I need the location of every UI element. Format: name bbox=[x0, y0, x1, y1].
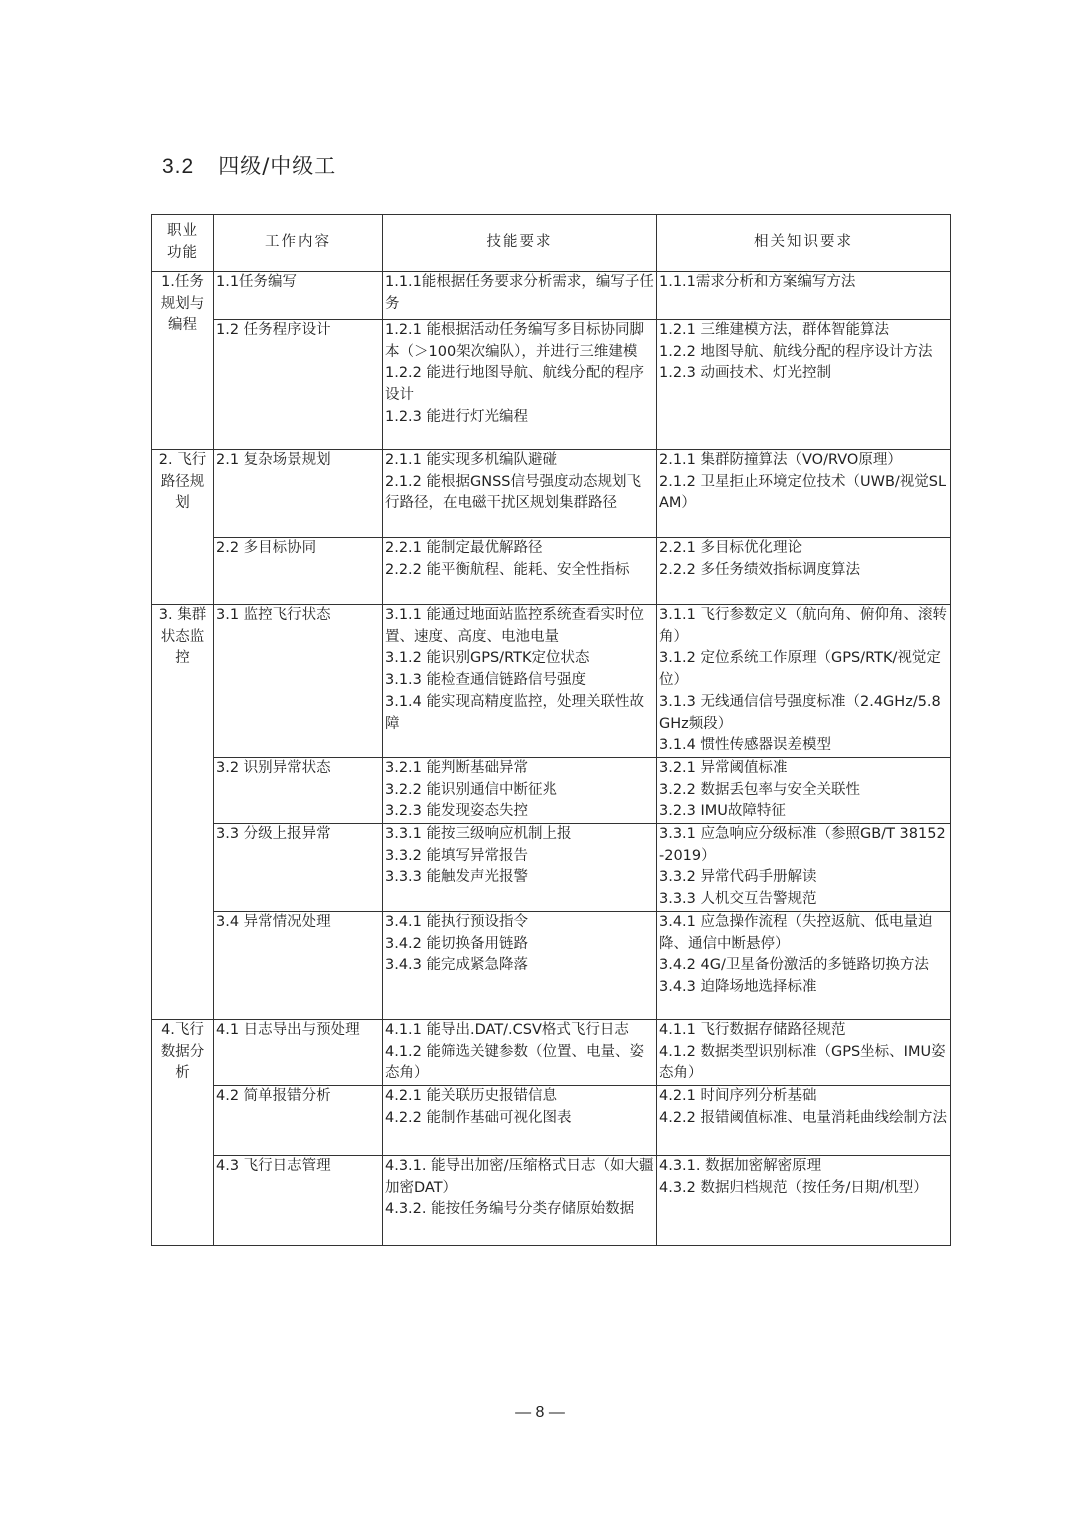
knowledge-item: 3.1.3 无线通信信号强度标准（2.4GHz/5.8GHz频段） bbox=[659, 693, 941, 732]
knowledge-item: 3.1.2 定位系统工作原理（GPS/RTK/视觉定位） bbox=[659, 650, 941, 689]
knowledge-requirements-cell bbox=[657, 911, 951, 1019]
section-title bbox=[162, 150, 336, 180]
skill-item: 4.2.1 能关联历史报错信息 bbox=[385, 1087, 558, 1104]
skill-item: 2.2.2 能平衡航程、能耗、安全性指标 bbox=[385, 561, 630, 578]
skill-item: 1.2.2 能进行地图导航、航线分配的程序设计 bbox=[385, 365, 645, 404]
work-content-cell: 4.3 飞行日志管理 bbox=[214, 1155, 383, 1245]
knowledge-requirements-cell bbox=[657, 605, 951, 758]
table-row bbox=[152, 824, 951, 912]
table-row bbox=[152, 605, 951, 758]
skill-item: 2.1.1 能实现多机编队避碰 bbox=[385, 452, 558, 468]
knowledge-item: 4.3.2 数据归档规范（按任务/日期/机型） bbox=[659, 1179, 928, 1196]
table-body bbox=[152, 272, 951, 1246]
header-function: 职业 功能 bbox=[152, 215, 214, 272]
table-row bbox=[152, 320, 951, 450]
work-content-cell: 2.1 复杂场景规划 bbox=[214, 450, 383, 538]
knowledge-item: 3.4.3 迫降场地选择标准 bbox=[659, 978, 817, 995]
knowledge-requirements-cell bbox=[657, 1155, 951, 1245]
table-row bbox=[152, 1085, 951, 1155]
work-content-cell: 3.1 监控飞行状态 bbox=[214, 605, 383, 758]
table-row bbox=[152, 757, 951, 823]
skill-requirements-cell bbox=[383, 605, 657, 758]
header-knowledge: 相关知识要求 bbox=[657, 215, 951, 272]
knowledge-item: 4.3.1. 数据加密解密原理 bbox=[659, 1157, 822, 1174]
knowledge-item: 4.1.1 飞行数据存储路径规范 bbox=[659, 1021, 846, 1038]
knowledge-requirements-cell bbox=[657, 272, 951, 320]
skill-item: 4.1.2 能筛选关键参数（位置、电量、姿态角） bbox=[385, 1043, 645, 1082]
skill-item: 3.1.3 能检查通信链路信号强度 bbox=[385, 672, 587, 689]
knowledge-item: 3.1.1 飞行参数定义（航向角、俯仰角、滚转角） bbox=[659, 607, 948, 645]
skill-item: 4.3.2. 能按任务编号分类存储原始数据 bbox=[385, 1201, 635, 1218]
skill-requirements-cell bbox=[383, 1085, 657, 1155]
skill-requirements-cell bbox=[383, 450, 657, 538]
knowledge-item: 3.3.3 人机交互告警规范 bbox=[659, 891, 817, 908]
skill-item: 3.2.1 能判断基础异常 bbox=[385, 759, 529, 776]
skill-item: 4.3.1. 能导出加密/压缩格式日志（如大疆加密DAT） bbox=[385, 1157, 654, 1196]
knowledge-requirements-cell bbox=[657, 320, 951, 450]
skill-item: 1.2.1 能根据活动任务编写多目标协同脚本（＞100架次编队），并进行三维建模 bbox=[385, 322, 645, 360]
skill-item: 1.2.3 能进行灯光编程 bbox=[385, 408, 529, 425]
skill-requirements-cell bbox=[383, 1155, 657, 1245]
knowledge-item: 2.1.1 集群防撞算法（VO/RVO原理） bbox=[659, 452, 902, 468]
section-number: 3.2 bbox=[162, 155, 195, 178]
skills-requirements-table bbox=[151, 214, 951, 1246]
knowledge-requirements-cell bbox=[657, 1019, 951, 1085]
work-content-cell: 1.2 任务程序设计 bbox=[214, 320, 383, 450]
skill-item: 2.2.1 能制定最优解路径 bbox=[385, 540, 543, 556]
table-row bbox=[152, 272, 951, 320]
knowledge-item: 2.1.2 卫星拒止环境定位技术（UWB/视觉SLAM） bbox=[659, 473, 947, 512]
skill-item: 3.3.3 能触发声光报警 bbox=[385, 869, 529, 886]
header-skills: 技能要求 bbox=[383, 215, 657, 272]
table-row bbox=[152, 911, 951, 1019]
header-work-content: 工作内容 bbox=[214, 215, 383, 272]
skill-requirements-cell bbox=[383, 272, 657, 320]
knowledge-item: 4.1.2 数据类型识别标准（GPS坐标、IMU姿态角） bbox=[659, 1043, 946, 1082]
knowledge-item: 4.2.2 报错阈值标准、电量消耗曲线绘制方法 bbox=[659, 1109, 948, 1126]
skill-item: 3.3.1 能按三级响应机制上报 bbox=[385, 826, 572, 843]
work-content-cell: 2.2 多目标协同 bbox=[214, 538, 383, 605]
work-content-cell: 4.1 日志导出与预处理 bbox=[214, 1019, 383, 1085]
knowledge-item: 1.2.3 动画技术、灯光控制 bbox=[659, 365, 832, 382]
knowledge-item: 3.3.1 应急响应分级标准（参照GB/T 38152-2019） bbox=[659, 826, 946, 864]
page-number: — 8 — bbox=[515, 1404, 565, 1421]
skill-item: 3.2.2 能识别通信中断征兆 bbox=[385, 781, 558, 798]
occupation-function-cell: 3. 集群 状态监 控 bbox=[152, 605, 214, 1020]
skill-item: 3.1.2 能识别GPS/RTK定位状态 bbox=[385, 650, 590, 667]
skill-item: 1.1.1能根据任务要求分析需求，编写子任务 bbox=[385, 274, 654, 312]
knowledge-item: 3.4.1 应急操作流程（失控返航、低电量迫降、通信中断悬停） bbox=[659, 913, 933, 952]
knowledge-requirements-cell bbox=[657, 450, 951, 538]
knowledge-item: 3.2.1 异常阈值标准 bbox=[659, 759, 788, 776]
knowledge-item: 1.2.1 三维建模方法，群体智能算法 bbox=[659, 322, 890, 338]
knowledge-item: 3.3.2 异常代码手册解读 bbox=[659, 869, 817, 886]
work-content-cell: 1.1任务编写 bbox=[214, 272, 383, 320]
table-row bbox=[152, 1019, 951, 1085]
skill-item: 3.4.2 能切换备用链路 bbox=[385, 935, 529, 952]
skill-item: 3.3.2 能填写异常报告 bbox=[385, 847, 529, 864]
table-row bbox=[152, 538, 951, 605]
skill-requirements-cell bbox=[383, 1019, 657, 1085]
knowledge-requirements-cell bbox=[657, 1085, 951, 1155]
knowledge-requirements-cell bbox=[657, 538, 951, 605]
knowledge-item: 1.2.2 地图导航、航线分配的程序设计方法 bbox=[659, 343, 933, 360]
skill-item: 3.4.3 能完成紧急降落 bbox=[385, 957, 529, 974]
skill-item: 3.1.1 能通过地面站监控系统查看实时位置、速度、高度、电池电量 bbox=[385, 607, 645, 645]
knowledge-item: 3.1.4 惯性传感器误差模型 bbox=[659, 737, 832, 754]
skill-item: 3.1.4 能实现高精度监控，处理关联性故障 bbox=[385, 693, 645, 732]
skill-requirements-cell bbox=[383, 757, 657, 823]
skill-requirements-cell bbox=[383, 538, 657, 605]
table-row bbox=[152, 450, 951, 538]
work-content-cell: 4.2 简单报错分析 bbox=[214, 1085, 383, 1155]
skill-requirements-cell bbox=[383, 320, 657, 450]
knowledge-item: 3.4.2 4G/卫星备份激活的多链路切换方法 bbox=[659, 957, 929, 974]
table-row bbox=[152, 1155, 951, 1245]
knowledge-item: 2.2.2 多任务绩效指标调度算法 bbox=[659, 561, 861, 578]
skill-requirements-cell bbox=[383, 911, 657, 1019]
knowledge-item: 3.2.3 IMU故障特征 bbox=[659, 803, 786, 820]
work-content-cell: 3.4 异常情况处理 bbox=[214, 911, 383, 1019]
occupation-function-cell: 4.飞行 数据分 析 bbox=[152, 1019, 214, 1245]
skill-item: 2.1.2 能根据GNSS信号强度动态规划飞行路径，在电磁干扰区规划集群路径 bbox=[385, 473, 641, 512]
knowledge-item: 2.2.1 多目标优化理论 bbox=[659, 540, 803, 556]
work-content-cell: 3.2 识别异常状态 bbox=[214, 757, 383, 823]
skill-item: 4.2.2 能制作基础可视化图表 bbox=[385, 1109, 572, 1126]
knowledge-requirements-cell bbox=[657, 757, 951, 823]
table-header-row bbox=[152, 215, 951, 272]
knowledge-item: 3.2.2 数据丢包率与安全关联性 bbox=[659, 781, 861, 798]
work-content-cell: 3.3 分级上报异常 bbox=[214, 824, 383, 912]
section-title-text: 四级/中级工 bbox=[218, 154, 337, 178]
skill-item: 4.1.1 能导出.DAT/.CSV格式飞行日志 bbox=[385, 1021, 629, 1038]
knowledge-item: 1.1.1需求分析和方案编写方法 bbox=[659, 274, 856, 290]
skill-item: 3.2.3 能发现姿态失控 bbox=[385, 803, 529, 820]
occupation-function-cell: 1.任务 规划与 编程 bbox=[152, 272, 214, 450]
knowledge-requirements-cell bbox=[657, 824, 951, 912]
skill-item: 3.4.1 能执行预设指令 bbox=[385, 913, 529, 930]
occupation-function-cell: 2. 飞行路径规划 bbox=[152, 450, 214, 605]
skill-requirements-cell bbox=[383, 824, 657, 912]
knowledge-item: 4.2.1 时间序列分析基础 bbox=[659, 1087, 817, 1104]
